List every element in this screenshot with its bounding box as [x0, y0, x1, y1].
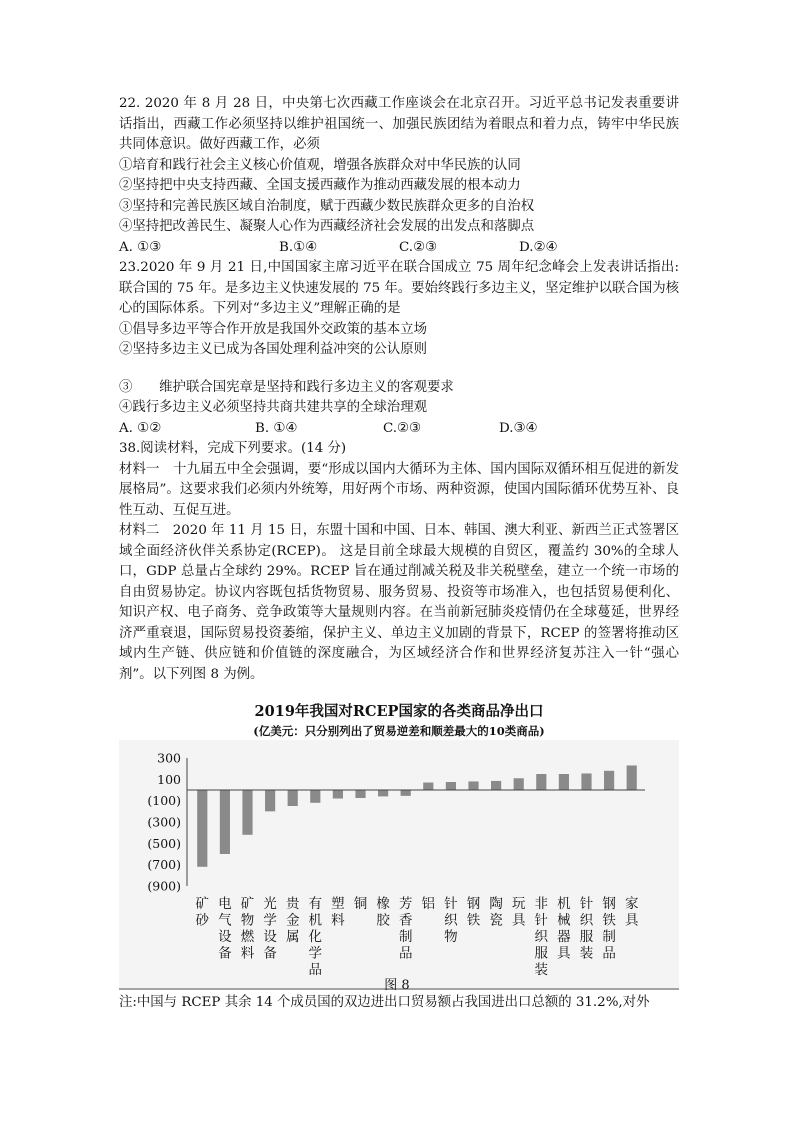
q23-item-3: ③ 维护联合国宪章是坚持和践行多边主义的客观要求: [119, 379, 454, 395]
q22-stem: 22. 2020 年 8 月 28 日，中央第七次西藏工作座谈会在北京召开。习近平总书记发表重要讲话指出，西藏工作必须坚持以维护祖国统一、加强民族团结为着眼点和着力点，铸牢中华民族共同体意识。做好西藏工作，必须: [119, 96, 679, 152]
bar: [197, 790, 207, 867]
bar: [627, 765, 637, 790]
bar: [468, 781, 478, 790]
bar: [355, 790, 365, 798]
y-tick-label: (100): [147, 793, 181, 809]
category-label: 陶瓷: [489, 896, 503, 929]
y-tick-label: 300: [157, 750, 181, 766]
category-label: 电气设备: [218, 896, 232, 962]
bar: [265, 790, 275, 811]
category-label: 针织物: [444, 896, 458, 945]
q23-item-1: ①倡导多边平等合作开放是我国外交政策的基本立场: [119, 321, 427, 337]
question-page: [119, 94, 679, 685]
category-label: 矿物燃料: [240, 896, 255, 962]
q23-choice-c[interactable]: C.②③: [383, 420, 422, 436]
q38-material-1: 材料一 十九届五中全会强调，要“形成以国内大循环为主体、国内国际双循环相互促进的新发展格局”。这要求我们必须内外统筹，用好两个市场、两种资源，使国内国际循环优势互补、良性互动、互促互进。: [119, 461, 679, 518]
category-label: 针织服装: [579, 896, 594, 962]
bar-chart: [119, 740, 679, 990]
bar: [514, 778, 524, 790]
bar: [378, 790, 388, 796]
bar: [423, 783, 433, 790]
bar: [491, 781, 501, 790]
category-label: 塑料: [331, 896, 345, 929]
category-label: 橡胶: [376, 896, 390, 929]
y-tick-label: (900): [147, 878, 181, 894]
q23-item-4: ④践行多边主义必须坚持共商共建共享的全球治理观: [119, 400, 427, 415]
category-label: 光学设备: [263, 896, 277, 962]
q22-choice-d[interactable]: D.②④: [519, 239, 558, 255]
bar: [242, 790, 252, 835]
bar: [581, 773, 591, 790]
q23-choice-b[interactable]: B. ①④: [255, 420, 298, 436]
y-tick-label: (500): [147, 835, 181, 851]
category-label: 家具: [624, 896, 639, 929]
bar: [401, 790, 411, 796]
q22-item-1: ①培育和践行社会主义核心价值观，增强各族群众对中华民族的认同: [119, 157, 521, 173]
category-label: 钢铁制品: [602, 896, 616, 962]
q22-choice-c[interactable]: C.②③: [399, 239, 438, 255]
figure-label: 图 8: [384, 978, 410, 993]
bar: [559, 774, 569, 790]
chart-title: 2019年我国对RCEP国家的各类商品净出口: [254, 703, 544, 720]
bar: [310, 790, 320, 803]
category-label: 贵金属: [285, 896, 300, 945]
q22-choices: [119, 238, 679, 259]
bar: [604, 771, 614, 790]
q22-choice-a[interactable]: A. ①③: [119, 239, 162, 255]
category-label: 铝: [421, 896, 436, 912]
category-label: 矿砂: [195, 896, 210, 929]
figure-8-chart: [119, 702, 679, 992]
y-tick-label: 100: [157, 771, 181, 787]
q22-choice-b[interactable]: B.①④: [279, 239, 318, 255]
chart-note: 注:中国与 RCEP 其余 14 个成员国的双边进出口贸易额占我国进出口总额的 31.2%,对外: [119, 995, 650, 1010]
q22-item-4: ④坚持把改善民生、凝聚人心作为西藏经济社会发展的出发点和落脚点: [119, 219, 535, 234]
bar: [446, 782, 456, 790]
category-label: 钢铁: [466, 896, 481, 929]
category-label: 铜: [353, 896, 368, 912]
q23-choice-d[interactable]: D.③④: [499, 420, 538, 436]
category-label: 有机化学品: [308, 896, 323, 978]
q23-choice-a[interactable]: A. ①②: [119, 420, 162, 436]
category-label: 非针织服装: [534, 896, 549, 978]
q22-item-3: ③坚持和完善民族区域自治制度，赋于西藏少数民族群众更多的自治权: [119, 198, 535, 214]
category-label: 机械器具: [557, 896, 571, 962]
chart-subtitle: (亿美元：只分别列出了贸易逆差和顺差最大的10类商品): [253, 724, 545, 738]
bar: [220, 790, 230, 854]
bar: [536, 774, 546, 790]
q38-material-2: 材料二 2020 年 11 月 15 日，东盟十国和中国、日本、韩国、澳大利亚、新西兰正式签署区域全面经济伙伴关系协定(RCEP)。 这是目前全球最大规模的自贸区，覆盖约 30%的全球人口，GDP 总量占全球约 29%。RCEP 旨在通过削减关税及非关税壁垒，建立一个统一市场的自由贸易协定。协议内容既包括货物贸易、服务贸易、投资等市场准入，也包括贸易便利化、知识产权、电子商务、竞争政策等大量规则内容。在当前新冠肺炎疫情仍在全球蔓延，世界经济严重衰退，国际贸易投资萎缩，保护主义、单边主义加剧的背景下，RCEP 的签署将推动区域内生产链、供应链和价值链的深度融合，为区域经济合作和世界经济复苏注入一针“强心剂”。以下列图 8 为例。: [119, 523, 679, 682]
q23-choices: [119, 419, 679, 440]
q23-item-2: ②坚持多边主义已成为各国处理利益冲突的公认原则: [119, 342, 427, 357]
category-label: 芳香制品: [398, 896, 413, 962]
y-tick-label: (300): [147, 814, 181, 830]
q38-heading: 38.阅读材料，完成下列要求。(14 分): [119, 441, 347, 456]
y-tick-label: (700): [147, 857, 181, 873]
spacer: [119, 361, 679, 378]
q22-item-2: ②坚持把中央支持西藏、全国支援西藏作为推动西藏发展的根本动力: [119, 178, 521, 193]
bar: [288, 790, 298, 806]
category-label: 玩具: [511, 896, 526, 929]
q23-stem: 23.2020 年 9 月 21 日,中国国家主席习近平在联合国成立 75 周年纪念峰会上发表讲话指出:联合国的 75 年。是多边主义快速发展的 75 年。要始终践行多边主义，坚定维护以联合国为核心的国际体系。下列对“多边主义”理解正确的是: [119, 260, 679, 316]
bar: [333, 790, 343, 799]
